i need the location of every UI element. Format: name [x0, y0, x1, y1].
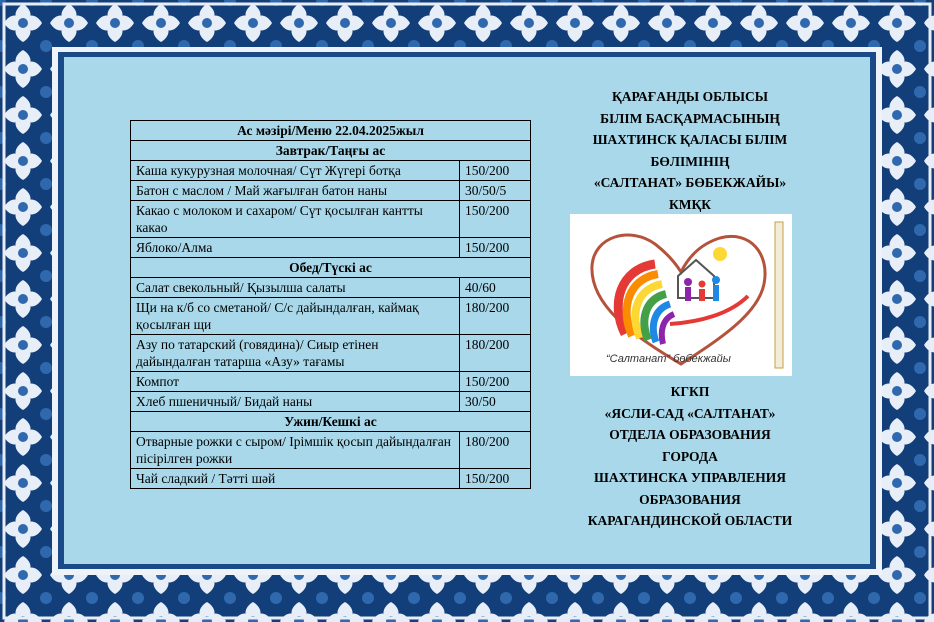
- menu-amount: 150/200: [460, 161, 531, 181]
- menu-item-row: [131, 238, 531, 258]
- menu-dish: Батон с маслом / Май жағылған батон наны: [131, 181, 460, 201]
- org-kz-line: КМҚК: [668, 196, 712, 212]
- menu-dish: Азу по татарский (говядина)/ Сиыр етінен дайындалған татарша «Азу» тағамы: [131, 335, 460, 372]
- menu-dish: Хлеб пшеничный/ Бидай наны: [131, 392, 460, 412]
- menu-section-row: [131, 412, 531, 432]
- menu-section-row: [131, 258, 531, 278]
- org-ru-line: ОТДЕЛА ОБРАЗОВАНИЯ: [609, 427, 771, 442]
- menu-amount: 180/200: [460, 432, 531, 469]
- menu-dish: Салат свекольный/ Қызылша салаты: [131, 278, 460, 298]
- menu-amount: 30/50: [460, 392, 531, 412]
- org-kz-line: БӨЛІМІНІҢ: [650, 153, 730, 169]
- menu-amount: 150/200: [460, 201, 531, 238]
- menu-dish: Чай сладкий / Тәтті шәй: [131, 469, 460, 489]
- menu-amount: 150/200: [460, 469, 531, 489]
- menu-amount: 150/200: [460, 238, 531, 258]
- menu-dish: Каша кукурузная молочная/ Сүт Жүгері ботқа: [131, 161, 460, 181]
- menu-section-title: Ужин/Кешкі ас: [131, 412, 531, 432]
- org-ru-line: ГОРОДА: [662, 448, 718, 464]
- menu-item-row: [131, 161, 531, 181]
- org-kz-line: ҚАРАҒАНДЫ ОБЛЫСЫ: [612, 89, 768, 104]
- kindergarten-logo: [570, 214, 792, 376]
- menu-dish: Компот: [131, 372, 460, 392]
- menu-title-row: [131, 121, 531, 141]
- menu-section-row: [131, 141, 531, 161]
- menu-section-title: Завтрак/Таңғы ас: [131, 141, 531, 161]
- menu-item-row: [131, 181, 531, 201]
- menu-dish: Отварные рожки с сыром/ Ірімшік қосып дайындалған пісірілген рожки: [131, 432, 460, 469]
- menu-title: Ас мәзірі/Меню 22.04.2025жыл: [131, 121, 531, 141]
- org-title-ru: [560, 381, 820, 532]
- menu-table: [130, 120, 531, 489]
- org-ru-line: «ЯСЛИ-САД «САЛТАНАТ»: [604, 405, 776, 421]
- menu-item-row: [131, 432, 531, 469]
- org-kz-line: «САЛТАНАТ» БӨБЕКЖАЙЫ»: [593, 175, 787, 190]
- org-ru-line: ШАХТИНСКА УПРАВЛЕНИЯ: [594, 470, 786, 485]
- org-ru-line: ОБРАЗОВАНИЯ: [639, 491, 741, 507]
- menu-section-title: Обед/Түскі ас: [131, 258, 531, 278]
- menu-dish: Какао с молоком и сахаром/ Сүт қосылған кантты какао: [131, 201, 460, 238]
- org-ru-line: КГКП: [670, 384, 710, 399]
- org-ru-line: КАРАГАНДИНСКОЙ ОБЛАСТИ: [587, 513, 793, 528]
- menu-item-row: [131, 392, 531, 412]
- org-title-kz: [560, 86, 820, 215]
- menu-item-row: [131, 278, 531, 298]
- menu-item-row: [131, 335, 531, 372]
- org-kz-line: БІЛІМ БАСҚАРМАСЫНЫҢ: [600, 110, 780, 126]
- menu-item-row: [131, 201, 531, 238]
- logo-caption: “Салтанат” бөбекжайы: [606, 353, 731, 365]
- menu-amount: 150/200: [460, 372, 531, 392]
- menu-item-row: [131, 469, 531, 489]
- logo-graphic: [570, 214, 792, 376]
- menu-item-row: [131, 372, 531, 392]
- org-kz-line: ШАХТИНСК ҚАЛАСЫ БІЛІМ: [592, 132, 788, 147]
- menu-amount: 180/200: [460, 298, 531, 335]
- menu-amount: 180/200: [460, 335, 531, 372]
- menu-amount: 40/60: [460, 278, 531, 298]
- menu-dish: Яблоко/Алма: [131, 238, 460, 258]
- menu-amount: 30/50/5: [460, 181, 531, 201]
- menu-item-row: [131, 298, 531, 335]
- menu-dish: Щи на к/б со сметаной/ С/с дайындалған, каймақ қосылған щи: [131, 298, 460, 335]
